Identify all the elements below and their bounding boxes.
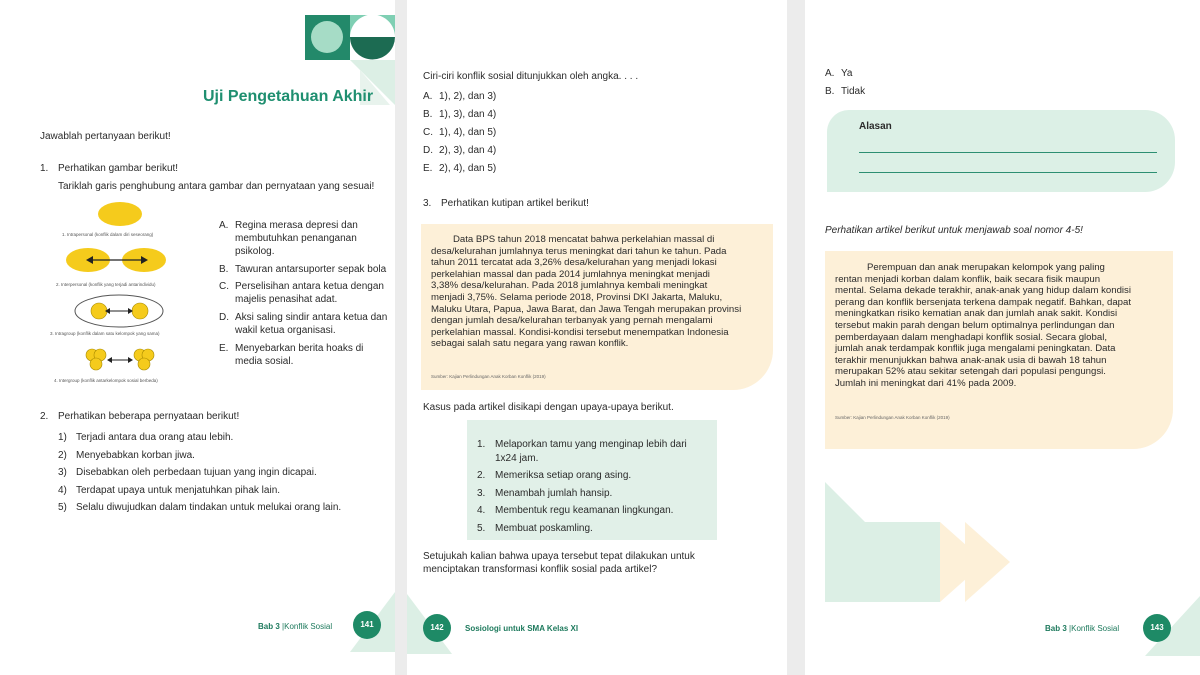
page-number-143: 143 — [1143, 614, 1171, 642]
q2-statement-list — [58, 429, 341, 517]
article-intro: Perhatikan artikel berikut untuk menjawab soal nomor 4-5! — [825, 225, 1083, 236]
list-item: 5. Membuat poskamling. — [477, 522, 593, 534]
q3-question: Setujukah kalian bahwa upaya tersebut tepat dilakukan untuk menciptakan transformasi konflik sosial pada artikel? — [423, 551, 695, 575]
diagram-label-2: 2. Interpersonal (konflik yang terjadi antarindividu) — [56, 282, 156, 287]
diagram-label-1: 1. Intrapersonal (konflik dalam diri seseorang) — [62, 232, 154, 237]
q2-options — [423, 88, 496, 178]
q1-option-a: A. Regina merasa depresi dan membutuhkan penanganan psikolog. — [219, 220, 358, 257]
q2-option-c: C. 1), 4), dan 5) — [423, 127, 497, 138]
footer-chapter: Bab 3 |Konflik Sosial — [258, 622, 333, 631]
list-item: 4. Membentuk regu keamanan lingkungan. — [477, 505, 674, 516]
page-title: Uji Pengetahuan Akhir — [203, 88, 374, 105]
list-item: 3) Disebabkan oleh perbedaan tujuan yang ingin dicapai. — [58, 467, 317, 478]
q1-option-d: D. Aksi saling sindir antara ketua dan wakil ketua organisasi. — [219, 312, 388, 336]
page-number-142: 142 — [423, 614, 451, 642]
q3-option-a: A. Ya — [825, 68, 853, 79]
question-text: Perhatikan gambar berikut! — [58, 163, 179, 174]
answer-line[interactable] — [859, 152, 1157, 153]
list-item: 4) Terdapat upaya untuk menjatuhkan pihak lain. — [58, 484, 281, 496]
answer-line[interactable] — [859, 172, 1157, 173]
article-corner — [1133, 409, 1173, 449]
reason-label: Alasan — [859, 121, 892, 132]
q1-option-c: C. Perselisihan antara ketua dengan majelis penasihat adat. — [219, 281, 384, 305]
q2-option-d: D. 2), 3), dan 4) — [423, 145, 497, 156]
q1-option-e: E. Menyebarkan berita hoaks di media sosial. — [219, 343, 364, 367]
instruction: Jawablah pertanyaan berikut! — [40, 131, 171, 142]
list-item: 2) Menyebabkan korban jiwa. — [58, 449, 195, 461]
question-1 — [40, 162, 178, 175]
question-2: 2. Perhatikan beberapa pernyataan berikut! — [40, 411, 240, 422]
q3-option-b: B. Tidak — [825, 86, 866, 97]
article-corner — [733, 350, 773, 390]
question-1-instruction: Tariklah garis penghubung antara gambar dan pernyataan yang sesuai! — [58, 181, 375, 192]
q2-option-e: E. 2), 4), dan 5) — [423, 163, 497, 174]
page-number-141: 141 — [353, 611, 381, 639]
article-source: Sumber: Kajian Perlindungan Anak Korban Konflik (2019) — [431, 374, 546, 379]
diagram-label-3: 3. Intragroup (konflik dalam satu kelompok yang sama) — [50, 331, 160, 336]
q3-options — [825, 65, 865, 101]
intragroup-diagram-icon — [74, 294, 164, 328]
case-text: Kasus pada artikel disikapi dengan upaya-upaya berikut. — [423, 402, 674, 413]
article-text: Data BPS tahun 2018 mencatat bahwa perkelahian massal di desa/kelurahan jumlahnya terus meningkat dari tahun ke tahun. Pada tahun 2011 tercatat ada 3,26% desa/kelurahan yang menjadi lokasi perkelahian massal dan pada 2014 jumlahnya meningkat menjadi 3,38% desa/kelurahan. Pada 2018 jumlahnya kembali meningkat menjadi 3,75%. Selama periode 2018, Provinsi DKI Jakarta, Maluku, Maluku Utara, Papua, Jawa Barat, dan Jawa Tengah merupakan provinsi dengan jumlah desa/kelurahan terbanyak yang pernah mengalami perkelahian massal. Kondisi-kondisi tersebut menempatkan Indonesia sebagai salah satu negara yang rawan konflik. — [431, 234, 742, 350]
q2-prompt: Ciri-ciri konflik sosial ditunjukkan oleh angka. . . . — [423, 71, 639, 82]
page-143 — [805, 0, 1200, 675]
diagram-intrapersonal-ellipse — [98, 202, 142, 226]
intergroup-diagram-icon — [84, 346, 156, 374]
footer-chapter: Bab 3 |Konflik Sosial — [1045, 624, 1120, 633]
article-box-children — [825, 251, 1173, 449]
article-source: Sumber: Kajian Perlindungan Anak Korban Konflik (2019) — [835, 415, 950, 420]
list-item: 1) Terjadi antara dua orang atau lebih. — [58, 432, 234, 443]
page-141 — [0, 0, 395, 675]
list-item: 5) Selalu diwujudkan dalam tindakan untuk melukai orang lain. — [58, 502, 342, 513]
efforts-box: 1. Melaporkan tamu yang menginap lebih dari 1x24 jam. 2. Memeriksa setiap orang asing. 3. Menambah jumlah hansip. 4. Membentuk regu keamanan lingkungan. 5. Membuat poskamling. — [467, 420, 717, 540]
article-box-bps — [421, 224, 773, 390]
double-arrow-icon — [84, 252, 150, 268]
q2-option-a: A. 1), 2), dan 3) — [423, 91, 497, 102]
q2-option-b: B. 1), 3), dan 4) — [423, 109, 497, 120]
list-item: 2. Memeriksa setiap orang asing. — [477, 470, 632, 481]
q1-option-b: B. Tawuran antarsuporter sepak bola — [219, 264, 387, 275]
page-142 — [407, 0, 787, 675]
bottom-decoration — [825, 482, 1025, 602]
question-3: 3. Perhatikan kutipan artikel berikut! — [423, 198, 589, 209]
list-item: 3. Menambah jumlah hansip. — [477, 487, 613, 499]
footer-book-title: Sosiologi untuk SMA Kelas XI — [465, 624, 579, 633]
list-item: 1. Melaporkan tamu yang menginap lebih dari — [477, 439, 687, 450]
article-text: Perempuan dan anak merupakan kelompok yang paling rentan menjadi korban dalam konflik, baik secara fisik maupun mental. Selama dekade terakhir, anak-anak yang hidup dalam kondisi perang dan konflik bersenjata terkena dampak negatif. Bahkan, dapat meningkatkan risiko kematian anak dan jumlah anak sakit. Kondisi tersebut makin parah dengan belum optimalnya perlindungan dan pemberdayaan dalam menghadapi konflik sosial. Secara global, jumlah anak terdampak konflik juga mengalami peningkatan. Data terakhir menunjukkan bahwa anak-anak usia di bawah 18 tahun merupakan 52% atau sekitar setengah dari populasi pengungsi. Jumlah ini meningkat dari 41% pada 2009. — [835, 262, 1132, 389]
question-number: 1. — [40, 163, 49, 174]
reason-box[interactable] — [827, 110, 1175, 192]
diagram-label-4: 4. Intergroup (konflik antarkelompok sosial berbeda) — [54, 378, 158, 383]
